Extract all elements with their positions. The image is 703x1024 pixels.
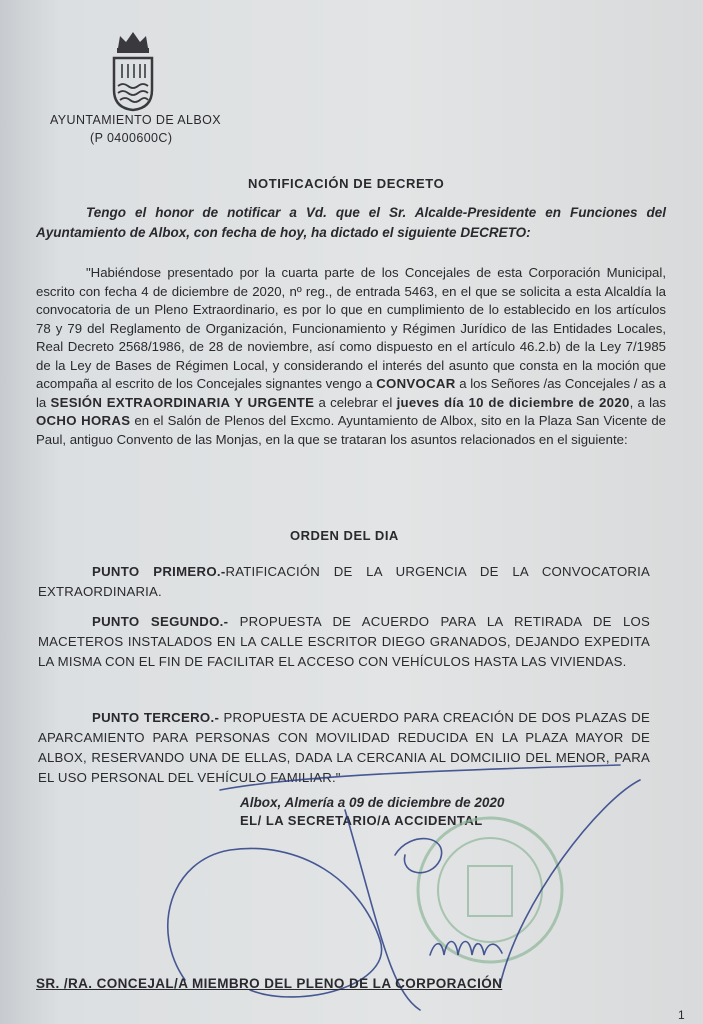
institution-code: (P 0400600C) [90,131,173,145]
body-text: a los Señores /as Concejales / as a la [36,376,666,410]
agenda-item-text: PROPUESTA DE ACUERDO PARA LA RETIRADA DE LOS MACETEROS INSTALADOS EN LA CALLE ESCRITOR DIEGO GRANADOS, DEJANDO EXPEDITA LA MISMA CON EL FIN DE FACILITAR EL ACCESO CON VEHÍCULOS HASTA LAS VIVIENDAS. [38,614,650,669]
agenda-item-label: PUNTO SEGUNDO.- [92,614,229,629]
official-stamp-icon [418,818,562,962]
agenda-item [38,562,650,602]
place-and-date: Albox, Almería a 09 de diciembre de 2020 [240,795,505,810]
page-number: 1 [678,1008,685,1022]
agenda-item-text: PROPUESTA DE ACUERDO PARA CREACIÓN DE DOS PLAZAS DE APARCAMIENTO PARA PERSONAS CON MOVILIDAD REDUCIDA EN LA PLAZA MAYOR DE ALBOX, RESERVANDO UNA DE ELLAS, DADA LA CERCANIA AL DOMCILIIO DEL MENOR, PARA EL USO PERSONAL DEL VEHÍCULO FAMILIAR." [38,710,650,785]
coat-of-arms-icon [108,28,158,112]
convocar-text: CONVOCAR [376,376,456,391]
body-text: a celebrar el [314,394,397,410]
agenda-item [38,612,650,672]
signatory-role: EL/ LA SECRETARIO/A ACCIDENTAL [240,813,483,828]
agenda-item-text: RATIFICACIÓN DE LA URGENCIA DE LA CONVOCATORIA EXTRAORDINARIA. [38,564,650,599]
session-time: OCHO HORAS [36,413,131,428]
agenda-item-label: PUNTO TERCERO.- [92,710,220,725]
agenda-item-label: PUNTO PRIMERO.- [92,564,226,579]
decree-body [36,264,666,449]
body-text: "Habiéndose presentado por la cuarta parte de los Concejales de esta Corporación Municipal, escrito con fecha 4 de diciembre de 2020, nº reg., de entrada 5463, en el que se solicita a esta Alcaldía la convocatoria de un Pleno Extraordinario, es por lo que en cumplimiento de lo establecido en los artículos 78 y 79 del Reglamento de Organización, Funcionamiento y Régimen Jurídico de las Entidades Locales, Real Decreto 2568/1986, de 28 de noviembre, así como dispuesto en el artículo 46.2.b) de la Ley 7/1985 de la Ley de Bases de Régimen Local, y considerando el interés del asunto que consta en la moción que acompaña al escrito de los Concejales signantes vengo a [36,265,666,391]
intro-paragraph: Tengo el honor de notificar a Vd. que el Sr. Alcalde-Presidente en Funciones del Ayuntamiento de Albox, con fecha de hoy, ha dictado el siguiente DECRETO: [36,205,666,240]
document-title: NOTIFICACIÓN DE DECRETO [248,176,445,191]
agenda-item [38,708,650,788]
body-text: en el Salón de Plenos del Excmo. Ayuntamiento de Albox, sito en la Plaza San Vicente de Paul, antiguo Convento de las Monjas, en la que se trataran los asuntos relacionados en el siguiente: [36,413,667,447]
session-type: SESIÓN EXTRAORDINARIA Y URGENTE [50,394,315,410]
institution-name: AYUNTAMIENTO DE ALBOX [50,113,221,127]
body-text: , a las [629,394,666,410]
addressee: SR. /RA. CONCEJAL/A MIEMBRO DEL PLENO DE LA CORPORACIÓN [36,976,503,991]
session-date: jueves día 10 de diciembre de 2020 [396,394,630,410]
agenda-title: ORDEN DEL DIA [290,528,399,543]
